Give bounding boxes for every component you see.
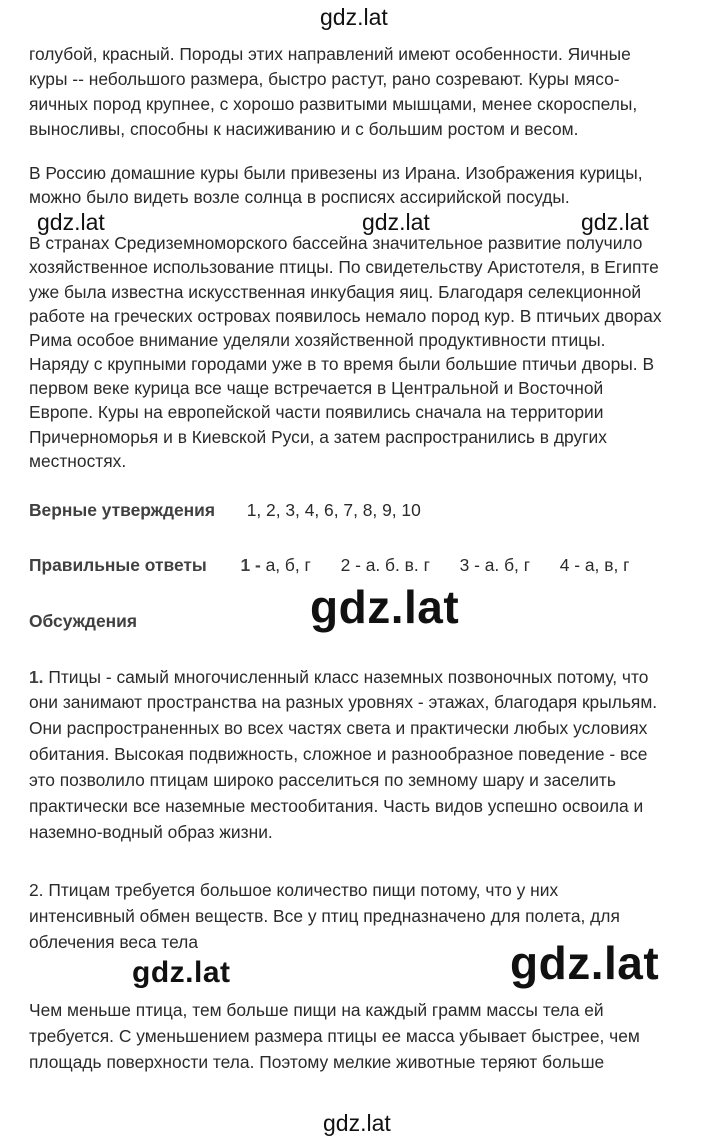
answer-4: 4 - а, в, г [559,555,630,575]
discussion-1-text: Птицы - самый многочисленный класс наземных позвоночных потому, что [43,667,649,687]
para1-line: выносливы, способны к насиживанию и с большим ростом и весом. [29,119,579,139]
watermark-row-right: gdz.lat [581,209,649,235]
discussion-1-line: Они распространенных во всех частях света и практически любых условиях [29,718,648,738]
para3-line: Европе. Куры на европейской части появились сначала на территории [29,402,604,422]
answer-1-value: а, б, г [265,555,311,575]
para3-line: Рима особое внимание уделяли хозяйственной продуктивности птицы. [29,330,606,350]
para3-line: работе на греческих островах появилось немало пород кур. В птичьих дворах [29,306,662,326]
watermark-lower-left: gdz.lat [132,956,231,989]
watermark-row-mid: gdz.lat [362,209,430,235]
para3-line: уже была известна искусственная инкубация яиц. Благодаря селекционной [29,282,642,302]
answer-1-number: 1 - [240,555,261,575]
answer-3: 3 - а. б, г [459,555,531,575]
watermark-top: gdz.lat [320,4,388,30]
watermark-big-center: gdz.lat [310,581,460,633]
discussion-2-line: облечения веса тела [29,932,198,952]
para3-line: Наряду с крупными городами уже в то время были большие птичьи дворы. В [29,354,655,374]
para2-line: можно было видеть возле солнца в росписях ассирийской посуды. [29,187,570,207]
discussion-3-line: Чем меньше птица, тем больше пищи на каждый грамм массы тела ей [29,1000,604,1020]
discussion-3-line: требуется. С уменьшением размера птицы ее масса убывает быстрее, чем [29,1026,640,1046]
para3-line: местностях. [29,451,127,471]
para1-line: яичных пород крупнее, с хорошо развитыми мышцами, менее скороспелы, [29,94,638,114]
para2-line: В Россию домашние куры были привезены из Ирана. Изображения курицы, [29,163,643,183]
watermark-bottom: gdz.lat [323,1110,391,1136]
para3-line: Причерноморья и в Киевской Руси, а затем распространились в других [29,427,607,447]
discussion-1-first-line [29,667,648,688]
discussion-3-line: площадь поверхности тела. Поэтому мелкие животные теряют больше [29,1052,605,1072]
watermark-lower-right: gdz.lat [510,937,660,989]
discussion-1-line: это позволило птицам широко расселиться по земному шару и заселить [29,770,616,790]
para3-line: В странах Средиземноморского бассейна значительное развитие получило [29,233,643,253]
para1-line: голубой, красный. Породы этих направлений имеют особенности. Яичные [29,44,631,64]
true-statements-values: 1, 2, 3, 4, 6, 7, 8, 9, 10 [246,500,421,520]
para3-line: хозяйственное использование птицы. По свидетельству Аристотеля, в Египте [29,257,659,277]
discussion-1-line: они занимают пространства на разных уровнях - этажах, благодаря крыльям. [29,692,658,712]
true-statements-row [29,500,421,521]
discussion-2-line: 2. Птицам требуется большое количество пищи потому, что у них [29,880,559,900]
correct-answers-row [29,555,629,576]
discussion-1-line: наземно-водный образ жизни. [29,822,273,842]
discussion-1-line: практически все наземные местообитания. Часть видов успешно освоила и [29,796,644,816]
discussion-heading: Обсуждения [29,611,137,631]
correct-answers-label: Правильные ответы [29,555,207,575]
para1-line: куры -- небольшого размера, быстро растут, рано созревают. Куры мясо- [29,69,620,89]
true-statements-label: Верные утверждения [29,500,216,520]
discussion-1-number: 1. [29,667,44,687]
watermark-row-left: gdz.lat [37,209,105,235]
discussion-1-line: обитания. Высокая подвижность, сложное и разнообразное поведение - все [29,744,648,764]
discussion-2-line: интенсивный обмен веществ. Все у птиц предназначено для полета, для [29,906,620,926]
para3-line: первом веке курица все чаще встречается в Центральной и Восточной [29,378,604,398]
answer-2: 2 - а. б. в. г [340,555,430,575]
